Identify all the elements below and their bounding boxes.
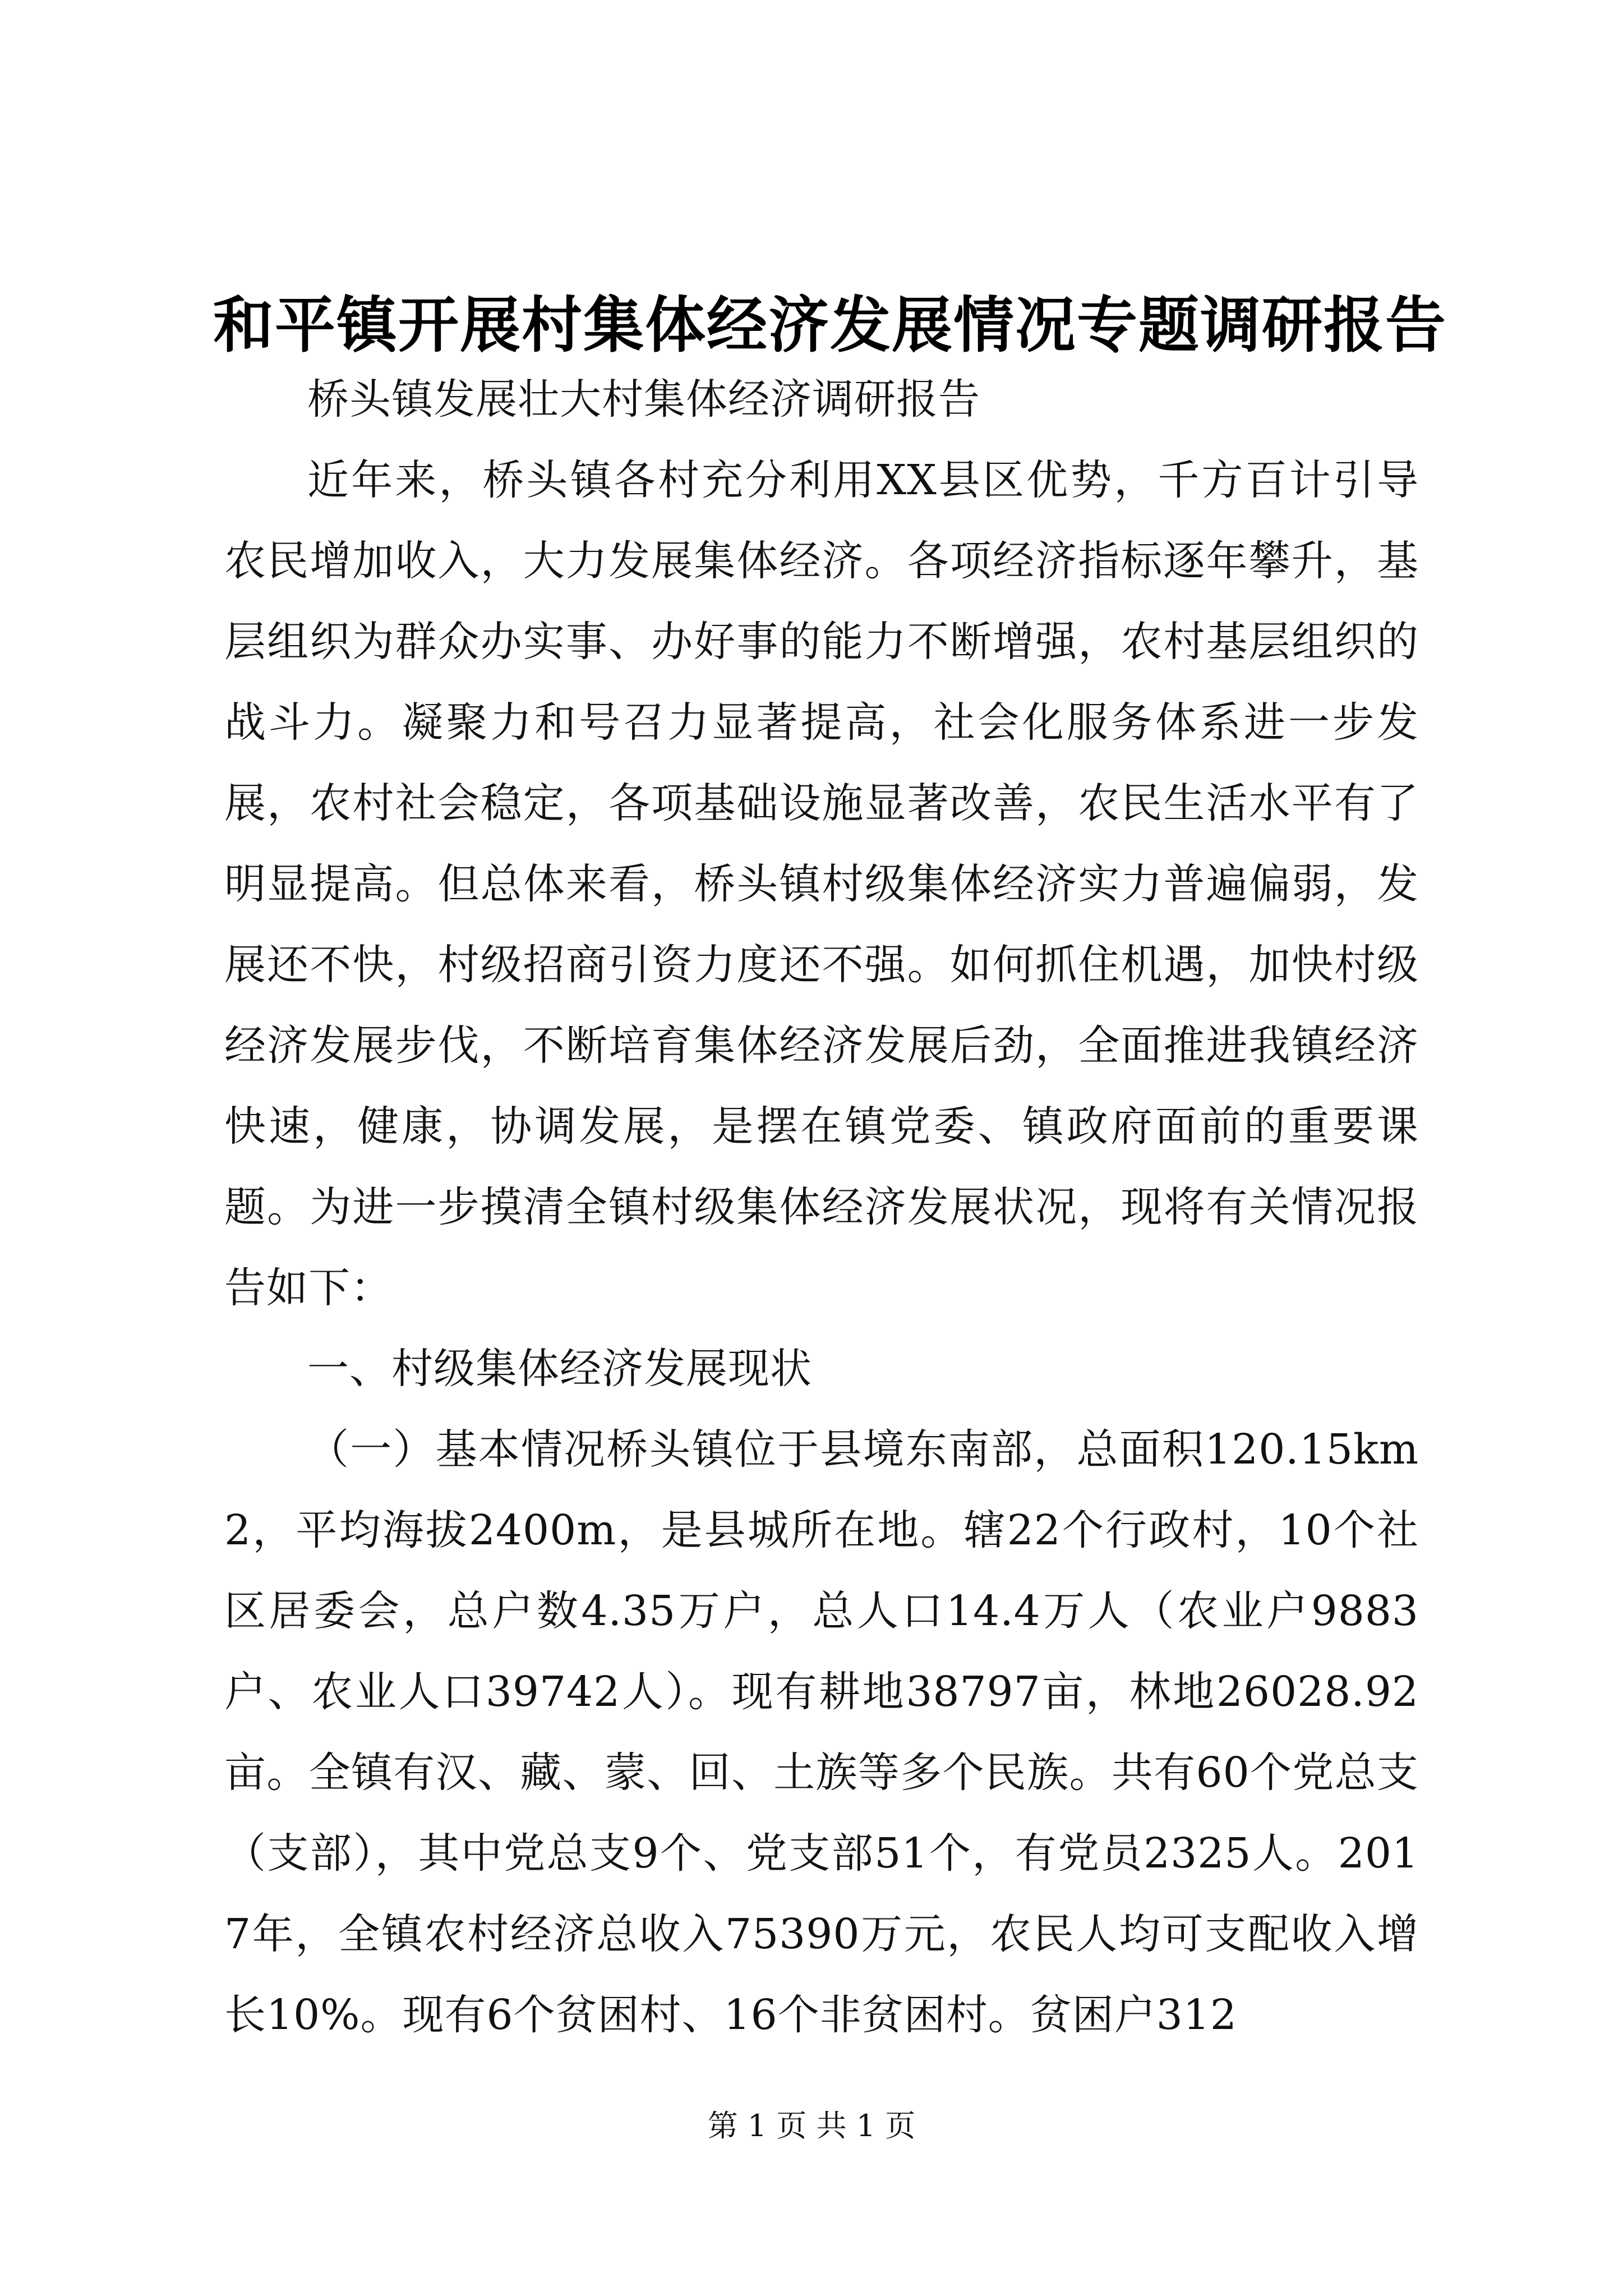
paragraph-intro: 近年来，桥头镇各村充分利用XX县区优势，千方百计引导农民增加收入，大力发展集体经济。各项经济指标逐年攀升，基层组织为群众办实事、办好事的能力不断增强，农村基层组织的战斗力。凝聚力和号召力显著提高，社会化服务体系进一步发展，农村社会稳定，各项基础设施显著改善，农民生活水平有了明显提高。但总体来看，桥头镇村级集体经济实力普遍偏弱，发展还不快，村级招商引资力度还不强。如何抓住机遇，加快村级经济发展步伐，不断培育集体经济发展后劲，全面推进我镇经济快速，健康，协调发展，是摆在镇党委、镇政府面前的重要课题。为进一步摸清全镇村级集体经济发展状况，现将有关情况报告如下：: [224, 456, 1419, 1312]
document-subtitle: 桥头镇发展壮大村集体经济调研报告: [307, 375, 980, 424]
paragraph-basic-info: （一）基本情况桥头镇位于县境东南部，总面积120.15km2，平均海拔2400m，是县城所在地。辖22个行政村，10个社区居委会，总户数4.35万户，总人口14.4万人（农业户9883户、农业人口39742人）。现有耕地38797亩，林地26028.92亩。全镇有汉、藏、蒙、回、土族等多个民族。共有60个党总支（支部），其中党总支9个、党支部51个，有党员2325人。2017年，全镇农村经济总收入75390万元，农民人均可支配收入增长10%。现有6个贫困村、16个非贫困村。贫困户312: [224, 1425, 1419, 2039]
document-body: [224, 359, 1419, 2055]
section-heading: 一、村级集体经济发展现状: [307, 1345, 812, 1393]
page-footer: 第 1 页 共 1 页: [707, 2108, 916, 2143]
document-title: 和平镇开展村集体经济发展情况专题调研报告: [213, 290, 1447, 361]
